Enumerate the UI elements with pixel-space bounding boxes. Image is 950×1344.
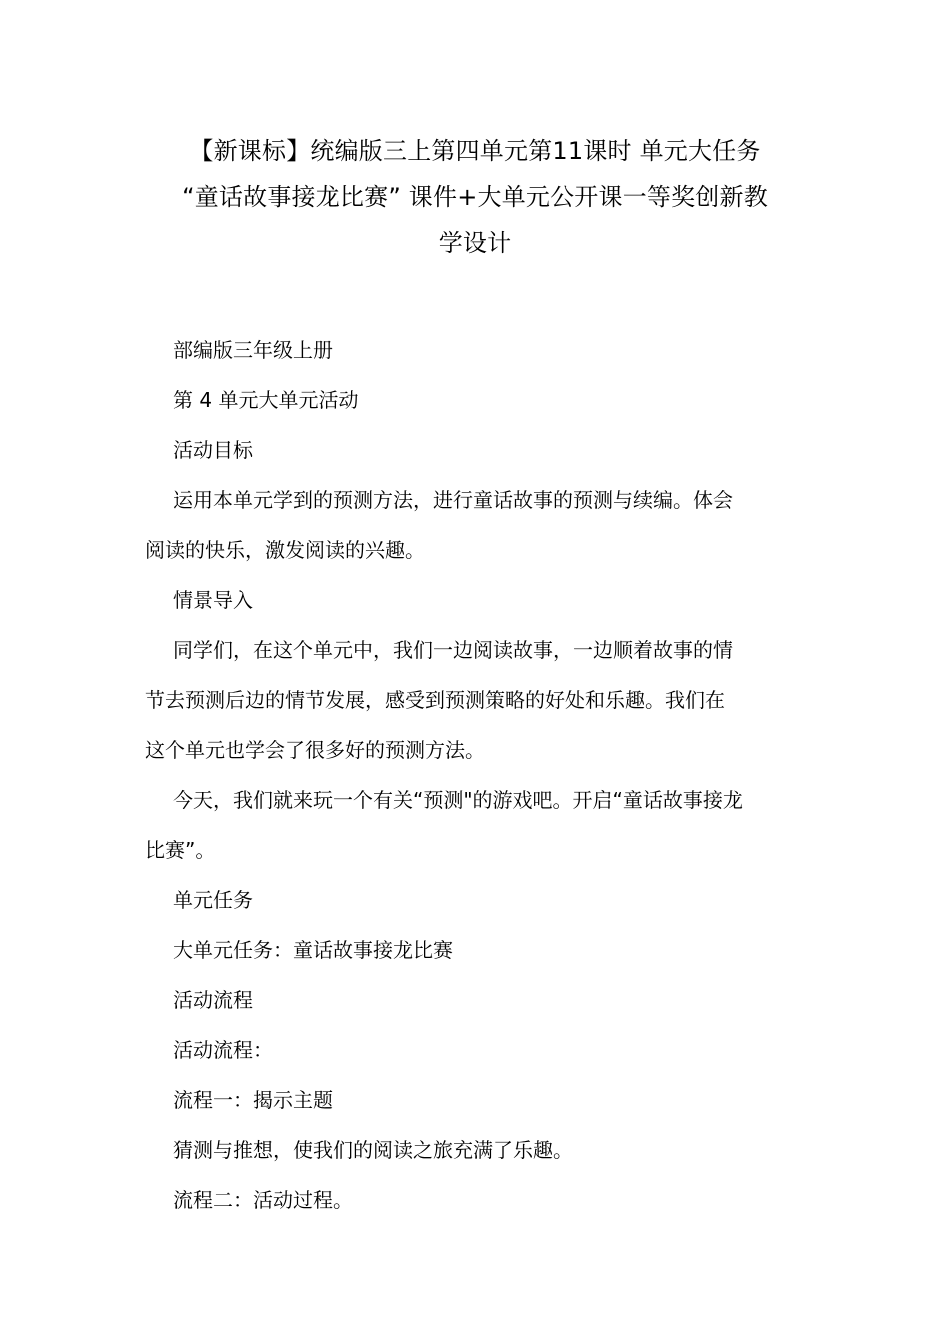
title-line: 【新课标】统编版三上第四单元第11课时 单元大任务 [189, 137, 761, 165]
text-line: 节去预测后边的情节发展，感受到预测策略的好处和乐趣。我们在 [145, 688, 725, 712]
text-line: 阅读的快乐，激发阅读的兴趣。 [145, 538, 425, 562]
paragraph-process-label [145, 1025, 807, 1075]
text-line: 流程二：活动过程。 [173, 1188, 353, 1212]
heading-unit-task [145, 875, 807, 925]
text-line: 活动流程 [173, 988, 253, 1012]
paragraph-big-task [145, 925, 807, 975]
document-title [145, 128, 805, 266]
text-line: 运用本单元学到的预测方法，进行童话故事的预测与续编。体会 [173, 488, 733, 512]
heading-process [145, 975, 807, 1025]
text-line: 活动流程： [173, 1038, 273, 1062]
text-line: 第 4 单元大单元活动 [173, 388, 359, 412]
heading-scenario [145, 575, 807, 625]
document-body [145, 325, 807, 1225]
paragraph-scenario [145, 625, 807, 775]
text-line: 比赛”。 [145, 838, 216, 862]
text-line: 猜测与推想，使我们的阅读之旅充满了乐趣。 [173, 1138, 573, 1162]
title-line: 学设计 [438, 229, 512, 257]
text-line: 今天，我们就来玩一个有关“预测"的游戏吧。开启“童话故事接龙 [173, 788, 743, 812]
text-line: 活动目标 [173, 438, 253, 462]
paragraph-today [145, 775, 807, 875]
heading-activity-goal [145, 425, 807, 475]
paragraph-step-one [145, 1075, 807, 1125]
text-line: 流程一：揭示主题 [173, 1088, 333, 1112]
paragraph-guess [145, 1125, 807, 1175]
text-line: 部编版三年级上册 [173, 338, 333, 362]
title-line: “童话故事接龙比赛” 课件+大单元公开课一等奖创新教 [182, 183, 768, 211]
text-line: 同学们，在这个单元中，我们一边阅读故事，一边顺着故事的情 [173, 638, 733, 662]
text-line: 单元任务 [173, 888, 253, 912]
text-line: 情景导入 [173, 588, 253, 612]
paragraph-edition [145, 325, 807, 375]
text-line: 这个单元也学会了很多好的预测方法。 [145, 738, 485, 762]
paragraph-unit [145, 375, 807, 425]
paragraph-step-two [145, 1175, 807, 1225]
paragraph-goal [145, 475, 807, 575]
text-line: 大单元任务：童话故事接龙比赛 [173, 938, 453, 962]
